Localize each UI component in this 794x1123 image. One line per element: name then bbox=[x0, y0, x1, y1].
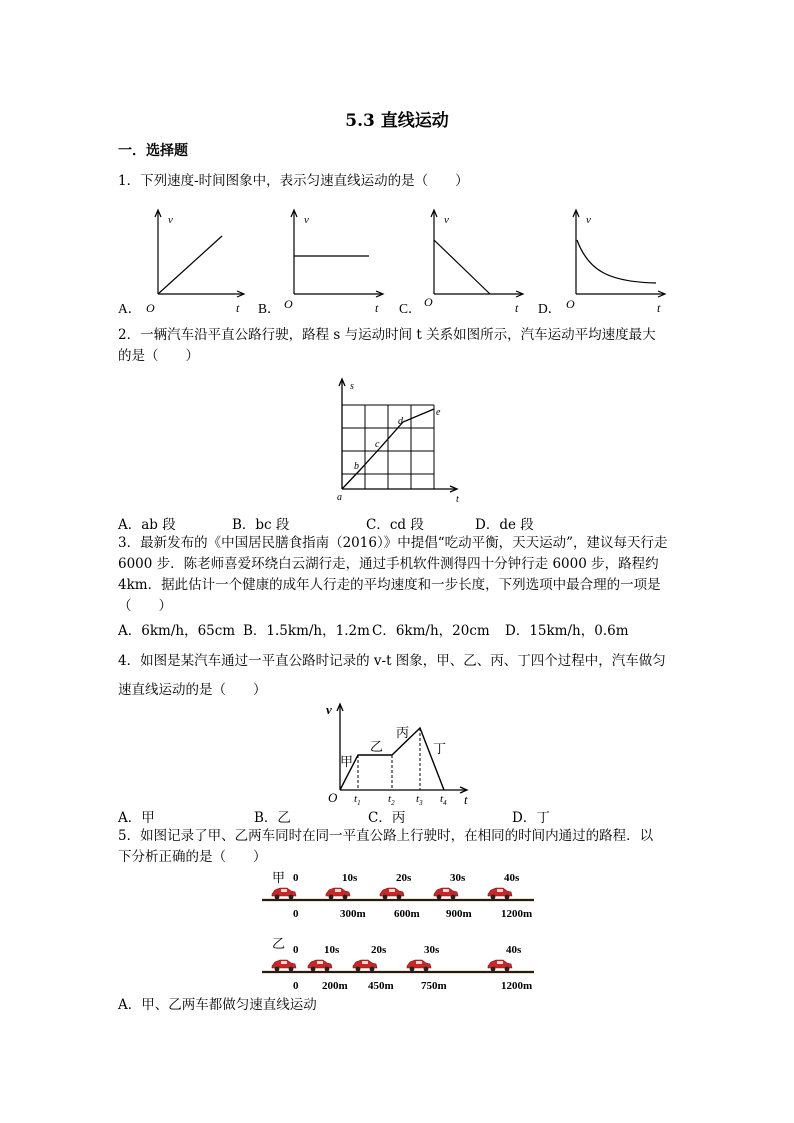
q5-yi-car-3 bbox=[353, 960, 377, 971]
q5-jia-time-1: 10s bbox=[342, 872, 358, 884]
q4-label-jia: 甲 bbox=[340, 754, 354, 769]
q1-a-v: v bbox=[168, 214, 173, 226]
q5-jia-dist-2: 600m bbox=[394, 908, 420, 920]
q5-jia-car-4 bbox=[434, 888, 458, 899]
q1-c-origin: O bbox=[424, 295, 433, 309]
q2-option-c: C．cd 段 bbox=[366, 517, 424, 533]
q1-a-line bbox=[158, 236, 222, 294]
section-heading: 一．选择题 bbox=[118, 143, 188, 159]
q5-jia-car-5 bbox=[488, 888, 512, 899]
q2-graph bbox=[330, 375, 470, 505]
q1-d-v: v bbox=[586, 214, 591, 226]
q5-jia-time-4: 40s bbox=[504, 872, 520, 884]
q5-jia-dist-1: 300m bbox=[340, 908, 366, 920]
q3-line1: 3．最新发布的《中国居民膳食指南（2016）》中提倡“吃动平衡，天天运动”，建议每天行走 bbox=[118, 535, 668, 551]
q2-point-a: a bbox=[337, 492, 342, 503]
q2-stem-line1: 2．一辆汽车沿平直公路行驶，路程 s 与运动时间 t 关系如图所示，汽车运动平均速度最大 bbox=[118, 327, 656, 343]
q1-b-v: v bbox=[304, 214, 309, 226]
q2-point-e: e bbox=[436, 407, 441, 418]
q5-jia-dist-3: 900m bbox=[446, 908, 472, 920]
q5-yi-distances bbox=[293, 980, 532, 992]
q5-jia-distances bbox=[293, 908, 532, 920]
q4-label-yi: 乙 bbox=[370, 739, 384, 754]
q3-option-d: D．15km/h，0.6m bbox=[505, 623, 629, 639]
q1-a-origin: O bbox=[146, 301, 155, 315]
q5-yi-time-2: 20s bbox=[371, 944, 387, 956]
q1-d-origin: O bbox=[566, 297, 575, 311]
q5-yi-car-1 bbox=[272, 960, 296, 971]
q1-option-c: C． bbox=[399, 301, 422, 316]
q5-yi-time-4: 40s bbox=[506, 944, 522, 956]
q4-option-d: D．丁 bbox=[512, 810, 550, 826]
q5-jia-car-1 bbox=[272, 888, 296, 899]
q1-d-curve bbox=[577, 240, 656, 283]
q4-option-b: B．乙 bbox=[254, 810, 291, 826]
q4-axes bbox=[337, 704, 467, 793]
page-title: 5.3 直线运动 bbox=[345, 111, 449, 131]
q1-option-b: B． bbox=[258, 301, 281, 316]
q5-yi-time-3: 30s bbox=[424, 944, 440, 956]
q5-yi-dist-1: 200m bbox=[322, 980, 348, 992]
q5-figure bbox=[258, 865, 548, 995]
q4-origin: O bbox=[328, 790, 338, 805]
q2-option-b: B．bc 段 bbox=[232, 517, 290, 533]
q1-a-t: t bbox=[236, 301, 240, 315]
q5-jia-time-0: 0 bbox=[293, 872, 299, 884]
q4-axis-v: v bbox=[326, 702, 332, 717]
q4-axis-t: t bbox=[464, 792, 468, 807]
q2-stem-line2: 的是（ ） bbox=[118, 348, 199, 364]
q4-tick-t4: $t_4$ bbox=[440, 793, 447, 807]
q3-line2: 6000 步．陈老师喜爱环绕白云湖行走，通过手机软件测得四十分钟行走 6000 步，路程约 bbox=[118, 556, 659, 572]
q5-line1: 5．如图记录了甲、乙两车同时在同一平直公路上行驶时，在相同的时间内通过的路程．以 bbox=[118, 828, 654, 844]
q5-yi-label: 乙 bbox=[272, 936, 286, 951]
q2-point-c: c bbox=[375, 439, 380, 450]
q4-tick-t3: $t_3$ bbox=[416, 793, 423, 807]
q5-jia-car-2 bbox=[326, 888, 350, 899]
q5-jia-time-2: 20s bbox=[396, 872, 412, 884]
q3-option-a: A．6km/h，65cm bbox=[118, 623, 236, 639]
q1-b-origin: O bbox=[284, 297, 293, 311]
q3-option-c: C．6km/h，20cm bbox=[372, 623, 490, 639]
q4-label-ding: 丁 bbox=[433, 741, 447, 756]
q5-jia-time-3: 30s bbox=[450, 872, 466, 884]
q5-yi-time-1: 10s bbox=[324, 944, 340, 956]
q5-jia-label: 甲 bbox=[272, 870, 286, 885]
q3-line4: （ ） bbox=[118, 598, 172, 614]
q5-yi-car-2 bbox=[308, 960, 332, 971]
q2-axis-s: s bbox=[350, 381, 354, 392]
q2-grid bbox=[342, 405, 434, 489]
q1-stem: 1．下列速度-时间图象中，表示匀速直线运动的是（ ） bbox=[118, 173, 469, 189]
q4-line1: 4．如图是某汽车通过一平直公路时记录的 v-t 图象，甲、乙、丙、丁四个过程中，汽车做匀 bbox=[118, 653, 666, 669]
q2-option-a: A．ab 段 bbox=[118, 517, 176, 533]
q1-option-a: A． bbox=[118, 301, 142, 316]
q1-b-t: t bbox=[375, 301, 379, 315]
q2-point-d: d bbox=[398, 416, 403, 427]
q2-axis-t: t bbox=[456, 494, 459, 505]
q5-jia-dist-4: 1200m bbox=[501, 908, 533, 920]
q1-c-t: t bbox=[515, 301, 519, 315]
q1-graphs bbox=[118, 200, 678, 320]
q4-label-bing: 丙 bbox=[396, 725, 410, 740]
q5-yi-dist-3: 750m bbox=[421, 980, 447, 992]
q5-yi-dist-2: 450m bbox=[368, 980, 394, 992]
q1-c-line bbox=[434, 240, 490, 294]
q1-option-d: D． bbox=[538, 301, 562, 316]
q5-jia-dist-0: 0 bbox=[293, 908, 299, 920]
q1-c-v: v bbox=[444, 214, 449, 226]
q1-d-t: t bbox=[657, 301, 661, 315]
q2-axes bbox=[339, 379, 457, 492]
q4-option-a: A．甲 bbox=[118, 810, 155, 826]
q4-tick-t1: $t_1$ bbox=[354, 793, 361, 807]
q2-option-d: D．de 段 bbox=[475, 517, 534, 533]
q5-option-a: A．甲、乙两车都做匀速直线运动 bbox=[118, 997, 317, 1013]
q4-line2: 速直线运动的是（ ） bbox=[118, 682, 267, 698]
q5-yi-times bbox=[293, 944, 522, 956]
q3-option-b: B．1.5km/h，1.2m bbox=[243, 623, 370, 639]
q4-option-c: C．丙 bbox=[368, 810, 406, 826]
q4-graph bbox=[320, 700, 480, 808]
q5-yi-car-5 bbox=[488, 960, 512, 971]
q5-line2: 下分析正确的是（ ） bbox=[118, 849, 267, 865]
q5-jia-car-3 bbox=[380, 888, 404, 899]
q3-line3: 4km．据此估计一个健康的成年人行走的平均速度和一步长度，下列选项中最合理的一项是 bbox=[118, 577, 661, 593]
q5-jia-times bbox=[293, 872, 520, 884]
q5-yi-dist-0: 0 bbox=[293, 980, 299, 992]
q2-point-b: b bbox=[354, 461, 359, 472]
q5-yi-time-0: 0 bbox=[293, 944, 299, 956]
q4-tick-t2: $t_2$ bbox=[388, 793, 395, 807]
q5-yi-car-4 bbox=[407, 960, 431, 971]
q5-yi-dist-4: 1200m bbox=[501, 980, 533, 992]
